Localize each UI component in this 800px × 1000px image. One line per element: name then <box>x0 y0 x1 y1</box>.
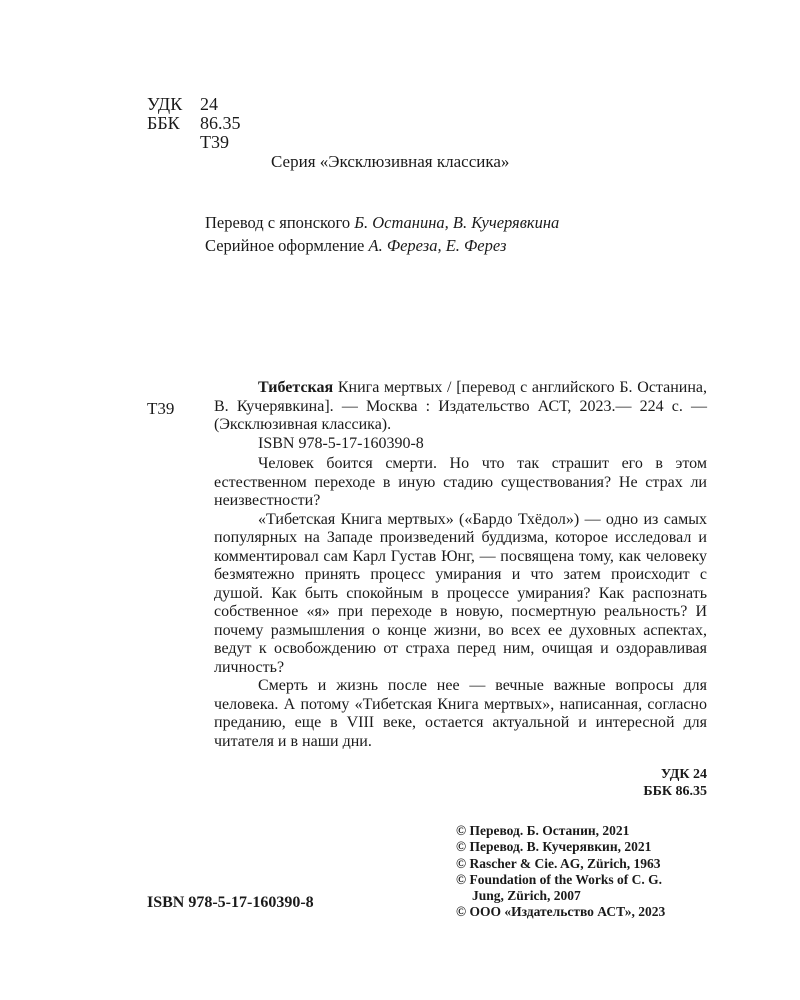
bbk-top <box>147 113 241 133</box>
designers: А. Фереза, Е. Ферез <box>368 236 507 255</box>
bbk-label: ББК <box>147 113 180 133</box>
annotation-para-3: Смерть и жизнь после нее — вечные важные вопросы для человека. А потому «Тибетская Книга мертвых», написанная, согласно преданию, еще в VIII веке, остается актуальной и интересной для читателя и в наши дни. <box>214 677 707 750</box>
copyright-line: © Foundation of the Works of C. G. <box>456 871 662 887</box>
catalog-bibliographic: Книга мертвых / [перевод с английского Б. Останина, В. Кучерявкина]. — Москва : Издательство АСТ, 2023.— 224 с. — (Эксклюзивная классика). <box>214 379 707 433</box>
translation-credit <box>205 211 559 234</box>
author-sign-top: Т39 <box>200 132 229 152</box>
series-title: Серия «Эксклюзивная классика» <box>271 152 510 171</box>
code-bbk: ББК 86.35 <box>643 784 707 799</box>
copyright-line: © Rascher & Cie. AG, Zürich, 1963 <box>456 855 661 871</box>
catalog-entry <box>214 379 707 435</box>
copyright-line: © ООО «Издательство АСТ», 2023 <box>456 904 666 920</box>
annotation-para-1: Человек боится смерти. Но что так страшит его в этом естественном переходе в иную стадию существования? Не страх ли неизвестности? <box>214 455 707 509</box>
translation-prefix: Перевод с японского <box>205 213 355 232</box>
design-prefix: Серийное оформление <box>205 236 369 255</box>
design-credit <box>205 234 506 257</box>
udk-label: УДК <box>147 94 183 114</box>
copyright-line: Jung, Zürich, 2007 <box>472 888 581 904</box>
catalog-isbn: ISBN 978-5-17-160390-8 <box>258 434 424 452</box>
bbk-value: 86.35 <box>200 113 241 133</box>
copyright-block <box>456 823 716 921</box>
code-udk: УДК 24 <box>660 767 707 782</box>
catalog-card <box>214 379 707 751</box>
isbn-bottom: ISBN 978-5-17-160390-8 <box>147 894 314 911</box>
copyright-line: © Перевод. Б. Останин, 2021 <box>456 823 630 838</box>
translators: Б. Останина, В. Кучерявкина <box>354 213 560 232</box>
udk-top <box>147 94 218 114</box>
udk-value: 24 <box>200 94 218 114</box>
copyright-line: © Перевод. В. Кучерявкин, 2021 <box>456 839 652 855</box>
annotation-para-2: «Тибетская Книга мертвых» («Бардо Тхёдол») — одно из самых популярных на Западе произведений буддизма, которое исследовал и комментировал сам Карл Густав Юнг, — посвящена тому, как человеку безмятежно принять процесс умирания и что затем происходит с душой. Как быть спокойным в процессе умирания? Как распознать собственное «я» при переходе в новую, посмертную реальность? И почему размышления о конце жизни, во всех ее духовных аспектах, ведут к освобождению от страха перед ним, очищая и оздоравливая личность? <box>214 510 707 676</box>
catalog-title-bold: Тибетская <box>258 379 334 396</box>
catalog-sign: Т39 <box>147 399 175 418</box>
catalog-codes <box>614 766 707 800</box>
